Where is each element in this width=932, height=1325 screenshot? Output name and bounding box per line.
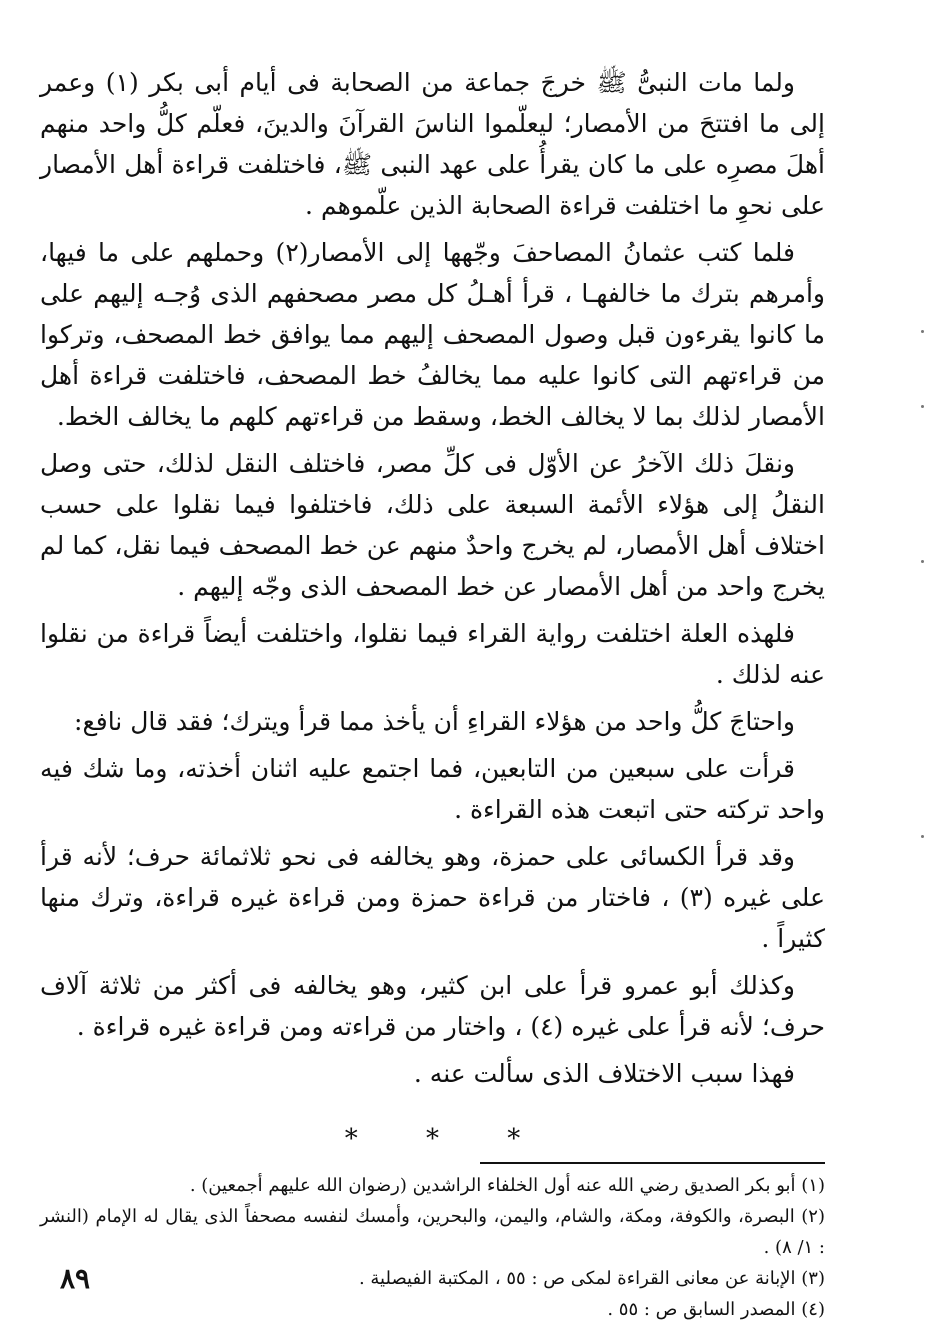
footnote-3: (٣) الإبانة عن معانى القراءة لمكى ص : ٥٥ ، المكتبة الفيصلية . xyxy=(358,1268,825,1289)
page-body xyxy=(40,62,825,1325)
footnote-2: (٢) البصرة، والكوفة، ومكة، والشام، واليمن، والبحرين، وأمسك لنفسه مصحفاً الذى يقال له الإمام (النشر : ١/ ٨) . xyxy=(40,1206,825,1258)
paragraph-5: واحتاجَ كلُّ واحد من هؤلاء القراءِ أن يأخذ مما قرأ ويترك؛ فقد قال نافع: xyxy=(74,707,795,736)
paragraph-2: فلما كتب عثمانُ المصاحفَ وجّهها إلى الأمصار(٢) وحملهم على ما فيها، وأمرهم بترك ما خالفهـا ، قرأ أهـلُ كل مصر مصحفهم الذى وُجـه إليهم على ما كانوا يقرءون قبل وصول المصحف إليهم مما يوافق خط المصحف، وتركوا من قراءتهم التى كانوا عليه مما يخالفُ خط المصحف، فاختلفت قراءة أهل الأمصار لذلك بما لا يخالف الخط، وسقط من قراءتهم كلهم ما يخالف الخط. xyxy=(40,238,825,431)
paragraph-7: وقد قرأ الكسائى على حمزة، وهو يخالفه فى نحو ثلاثمائة حرف؛ لأنه قرأ على غيره (٣) ، فاختار من قراءة حمزة ومن قراءة غيره قراءة، وترك منها كثيراً . xyxy=(40,842,825,953)
footnotes xyxy=(40,1170,825,1325)
margin-speck xyxy=(921,560,924,563)
margin-speck xyxy=(921,330,924,333)
paragraph-6: قرأت على سبعين من التابعين، فما اجتمع عليه اثنان أخذته، وما شك فيه واحد تركته حتى اتبعت هذه القراءة . xyxy=(40,754,825,824)
footnote-4: (٤) المصدر السابق ص : ٥٥ . xyxy=(607,1299,825,1320)
margin-speck xyxy=(921,835,924,838)
paragraph-1: ولما مات النبىُّ ﷺ خرجَ جماعة من الصحابة فى أيام أبى بكر (١) وعمر إلى ما افتتحَ من الأمصار؛ ليعلّموا الناسَ القرآنَ والدينَ، فعلّم كلُّ واحد منهم أهلَ مصرِه على ما كان يقرأُ على عهد النبى ﷺ، فاختلفت قراءة أهل الأمصار على نحوِ ما اختلفت قراءة الصحابة الذين علّموهم . xyxy=(40,68,825,220)
paragraph-3: ونقلَ ذلك الآخرُ عن الأوّل فى كلِّ مصر، فاختلف النقل لذلك، حتى وصل النقلُ إلى هؤلاء الأئمة السبعة على ذلك، فاختلفوا فيما نقلوا على حسب اختلاف أهل الأمصار، لم يخرج واحدٌ منهم عن خط المصحف فيما نقل، كما لم يخرج واحد من أهل الأمصار عن خط المصحف الذى وجّه إليهم . xyxy=(40,449,825,601)
footnote-divider xyxy=(480,1162,825,1164)
paragraph-8: وكذلك أبو عمرو قرأ على ابن كثير، وهو يخالفه فى أكثر من ثلاثة آلاف حرف؛ لأنه قرأ على غيره (٤) ، واختار من قراءته ومن قراءة غيره قراءة . xyxy=(40,971,825,1041)
page-number: ٨٩ xyxy=(60,1262,91,1295)
paragraph-4: فلهذه العلة اختلفت رواية القراء فيما نقلوا، واختلفت أيضاً قراءة من نقلوا عنه لذلك . xyxy=(40,619,825,689)
footnote-1: (١) أبو بكر الصديق رضي الله عنه أول الخلفاء الراشدين (رضوان الله عليهم أجمعين) . xyxy=(189,1175,825,1196)
margin-speck xyxy=(921,405,924,408)
paragraph-9: فهذا سبب الاختلاف الذى سألت عنه . xyxy=(413,1059,795,1088)
section-separator: * * * xyxy=(344,1124,551,1154)
